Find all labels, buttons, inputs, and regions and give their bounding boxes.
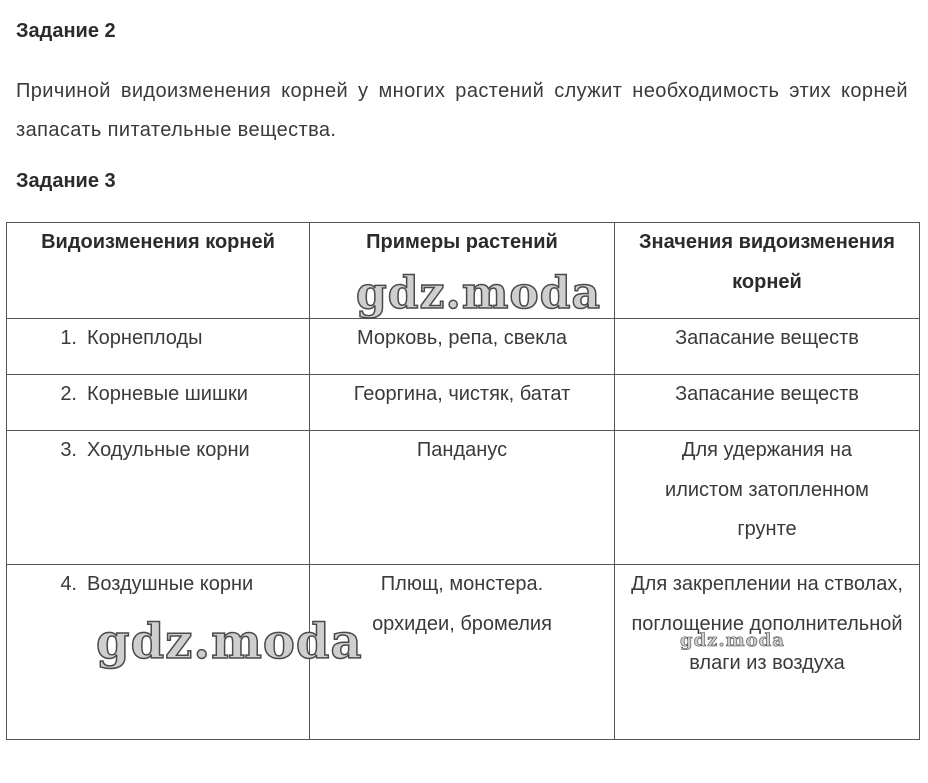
table-row [7,565,920,740]
row-number: 3. [60,439,77,461]
modification-cell [7,431,310,565]
table-row [7,431,920,565]
header-meaning: Значения видоизменения корней [615,223,920,319]
table-row [7,319,920,375]
table-header-row [7,223,920,319]
examples-cell: Плющ, монстера. орхидеи, бромелия [310,565,615,740]
task2-heading: Задание 2 [16,20,116,42]
row-number: 4. [60,573,77,595]
modification-name: Воздушные корни [87,573,254,595]
meaning-cell: Запасание веществ [615,375,920,431]
watermark: gdz.moda [356,268,602,319]
meaning-cell: Запасание веществ [615,319,920,375]
modification-cell [7,565,310,740]
modification-cell [7,319,310,375]
meaning-cell: Для удержания на илистом затопленном грунте [615,431,920,565]
header-examples: Примеры растений [310,223,615,319]
examples-cell: Георгина, чистяк, батат [310,375,615,431]
watermark: gdz.moda [680,630,785,651]
modification-name: Ходульные корни [87,439,250,461]
task2-text: Причиной видоизменения корней у многих растений служит необходимость этих корней запасать питательные вещества. [16,80,908,141]
roots-table [6,222,920,740]
table-row [7,375,920,431]
modification-cell [7,375,310,431]
watermark: gdz.moda [96,614,363,670]
task3-heading: Задание 3 [16,170,116,192]
row-number: 1. [60,327,77,349]
modification-name: Корневые шишки [87,383,248,405]
row-number: 2. [60,383,77,405]
meaning-cell: Для закреплении на стволах, поглощение дополнительной влаги из воздуха [615,565,920,740]
modification-name: Корнеплоды [87,327,203,349]
examples-cell: Панданус [310,431,615,565]
header-modification: Видоизменения корней [7,223,310,319]
examples-cell: Морковь, репа, свекла [310,319,615,375]
